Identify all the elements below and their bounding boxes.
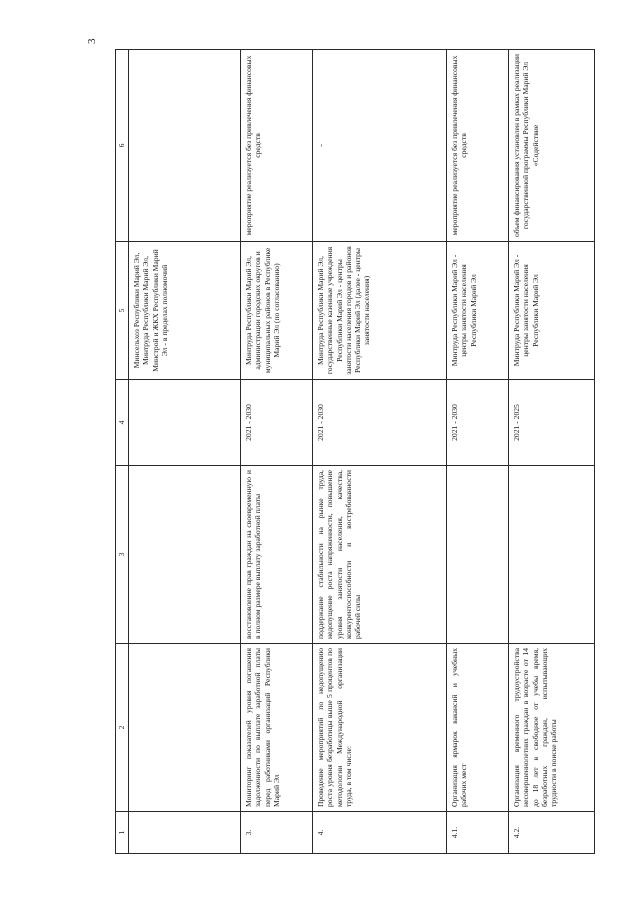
header-col-2: 2 [116, 644, 129, 812]
header-col-1: 1 [116, 812, 129, 854]
executor: Минтруда Республики Марий Эл - центры занятости населения Республики Марий Эл [447, 242, 509, 380]
expected-result [447, 466, 509, 644]
financing: мероприятие реализуется без привлечения финансовых средств [447, 50, 509, 242]
row-number: 4.1. [447, 812, 509, 854]
executor: Минтруда Республики Марий Эл - центры занятости населения Республики Марий Эл [509, 242, 595, 380]
table-row [447, 50, 509, 854]
period [129, 380, 241, 466]
financing [129, 50, 241, 242]
executor: Минсельхоз Республики Марий Эл, Минтруда Республики Марий Эл, Минстрой и ЖКХ Республики Марий Эл - в пределах полномочий [129, 242, 241, 380]
measure-name [129, 644, 241, 812]
table-row [509, 50, 595, 854]
period: 2021 - 2025 [509, 380, 595, 466]
row-number: 4.2. [509, 812, 595, 854]
row-number: 4. [313, 812, 447, 854]
executor: Минтруда Республики Марий Эл, администрации городских округов и муниципальных районов в Республике Марий Эл (по согласованию) [241, 242, 313, 380]
expected-result [509, 466, 595, 644]
financing: мероприятие реализуется без привлечения финансовых средств [241, 50, 313, 242]
header-col-6: 6 [116, 50, 129, 242]
financing: объем финансирования установлен в рамках реализации государственной программы Республики Марий Эл «Содействие [509, 50, 595, 242]
page-number: 3 [86, 38, 98, 44]
period: 2021 - 2030 [447, 380, 509, 466]
measures-table [115, 49, 595, 854]
measure-name: Мониторинг показателей уровня погашения задолженности по выплате заработной платы перед работниками организаций Республики Марий Эл [241, 644, 313, 812]
row-number [129, 812, 241, 854]
table-row [313, 50, 447, 854]
executor: Минтруда Республики Марий Эл, государственные казенные учреждения Республики Марий Эл - центры занятости населения городов и районов Республики Марий Эл (далее - центры занятости населения) [313, 242, 447, 380]
period: 2021 - 2030 [313, 380, 447, 466]
header-col-3: 3 [116, 466, 129, 644]
header-col-4: 4 [116, 380, 129, 466]
row-number: 3. [241, 812, 313, 854]
expected-result [129, 466, 241, 644]
table-row [129, 50, 241, 854]
expected-result: восстановление прав граждан на своевременную и в полном размере выплату заработной платы [241, 466, 313, 644]
measure-name: Организация временного трудоустройства несовершеннолетних граждан в возрасте от 14 до 18 лет в свободное от учебы время, безработных граждан, испытывающих трудности в поиске работы [509, 644, 595, 812]
expected-result: поддержание стабильности на рынке труда, недопущение роста напряженности, повышение уровня занятости населения, качества, конкурентоспособности и востребованности рабочей силы [313, 466, 447, 644]
table-row [241, 50, 313, 854]
rotated-page-content [115, 50, 590, 854]
table-header-row [116, 50, 129, 854]
measure-name: Проведение мероприятий по недопущению роста уровня безработицы выше 5 процентов по методологии Международной организации труда, в том числе: [313, 644, 447, 812]
financing: - [313, 50, 447, 242]
header-col-5: 5 [116, 242, 129, 380]
period: 2021 - 2030 [241, 380, 313, 466]
measure-name: Организация ярмарок вакансий и учебных рабочих мест [447, 644, 509, 812]
